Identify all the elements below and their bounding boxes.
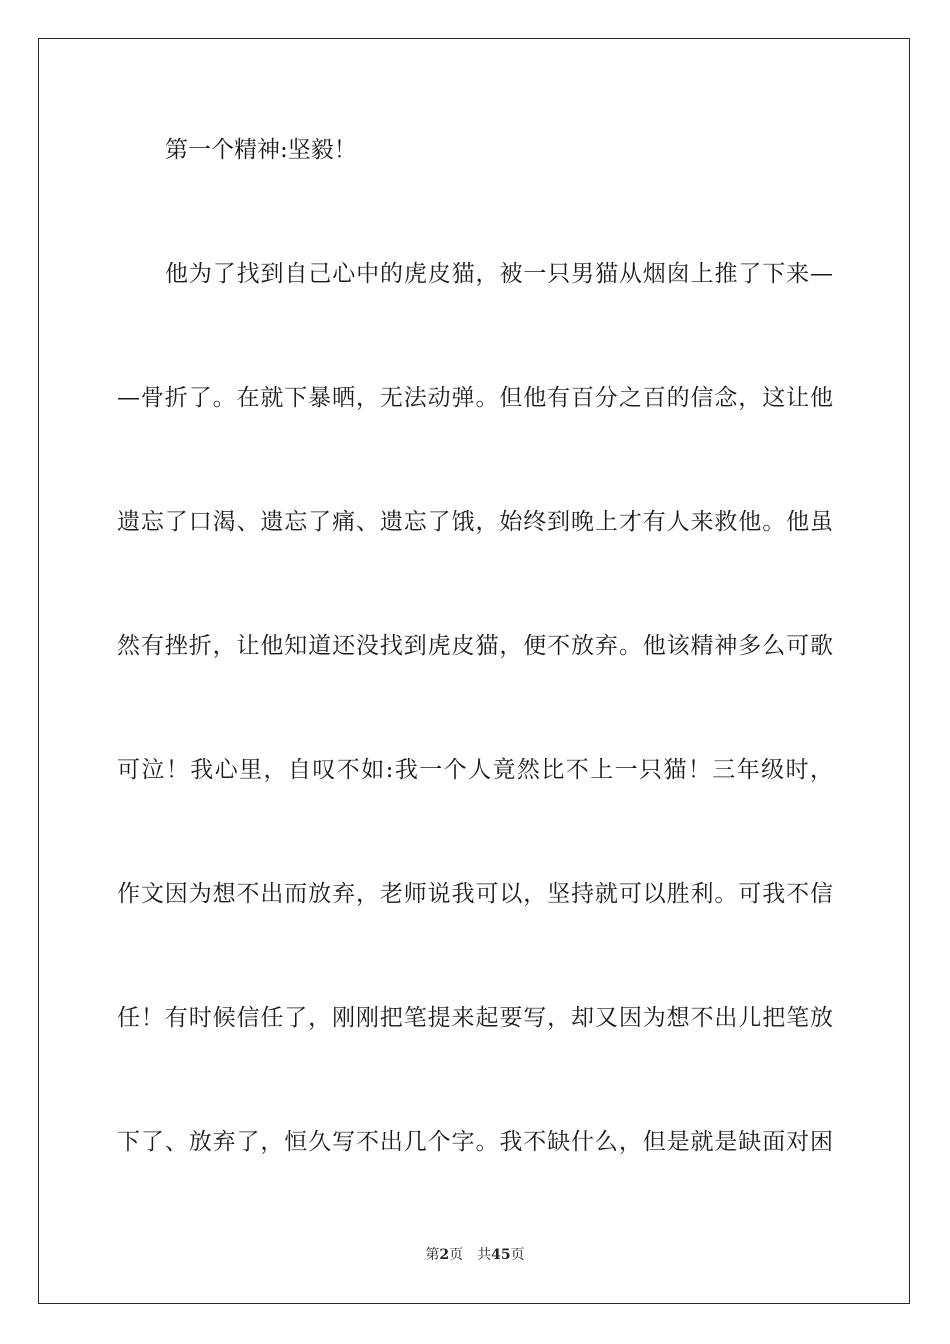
paragraph-line: —骨折了。在就下暴晒，无法动弹。但他有百分之百的信念，这让他 <box>117 385 833 411</box>
page-suffix: 页 <box>449 1247 464 1263</box>
paragraph-line: 遗忘了口渴、遗忘了痛、遗忘了饿，始终到晚上才有人来救他。他虽 <box>117 509 833 535</box>
total-prefix: 共 <box>477 1247 492 1263</box>
section-heading: 第一个精神:坚毅！ <box>165 137 357 163</box>
page-footer <box>0 1246 950 1264</box>
paragraph-line: 任！有时候信任了，刚刚把笔提来起要写，却又因为想不出儿把笔放 <box>117 1005 833 1031</box>
total-suffix: 页 <box>510 1247 525 1263</box>
page-number: 2 <box>439 1247 450 1263</box>
paragraph-line: 作文因为想不出而放弃，老师说我可以，坚持就可以胜利。可我不信 <box>117 881 833 907</box>
paragraph-line: 可泣！我心里，自叹不如:我一个人竟然比不上一只猫！三年级时， <box>117 757 833 783</box>
paragraph-line: 下了、放弃了，恒久写不出几个字。我不缺什么，但是就是缺面对困 <box>117 1129 833 1155</box>
page-border <box>38 38 910 1304</box>
total-pages: 45 <box>491 1247 511 1263</box>
paragraph-line: 然有挫折，让他知道还没找到虎皮猫，便不放弃。他该精神多么可歌 <box>117 633 833 659</box>
paragraph-line: 他为了找到自己心中的虎皮猫，被一只男猫从烟囱上推了下来— <box>165 261 833 287</box>
page-prefix: 第 <box>425 1247 440 1263</box>
